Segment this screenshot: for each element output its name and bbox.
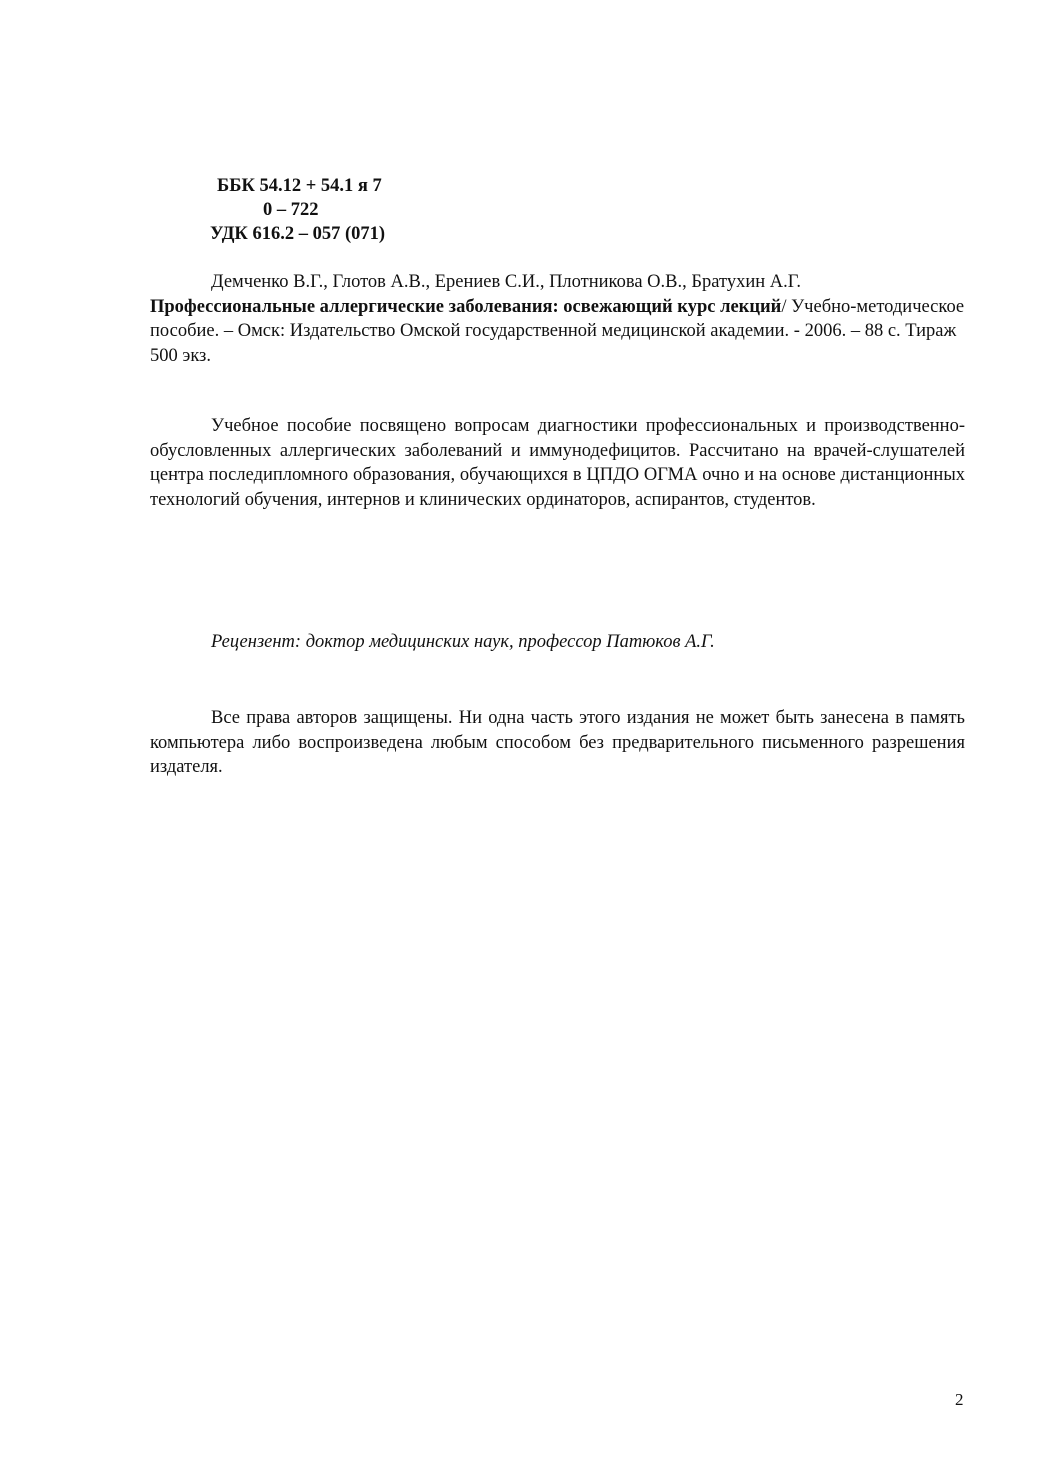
publication-details: / Учебно-методическое пособие. – Омск: Издательство Омской государственной медицинской академии. - 2006. – 88 с. Тираж 500 экз. — [150, 296, 965, 366]
author-mark: 0 – 722 — [263, 200, 319, 220]
reviewer-line: Рецензент: доктор медицинских наук, профессор Патюков А.Г. — [211, 632, 715, 652]
annotation-paragraph: Учебное пособие посвящено вопросам диагностики профессиональных и производственно-обусловленных аллергических заболеваний и иммунодефицитов. Рассчитано на врачей-слушателей центра последипломного образования, обучающихся в ЦПДО ОГМА очно и на основе дистанционных технологий обучения, интернов и клинических ординаторов, аспирантов, студентов. — [150, 416, 965, 510]
copyright-notice: Все права авторов защищены. Ни одна часть этого издания не может быть занесена в память компьютера либо воспроизведена любым способом без предварительного письменного разрешения издателя. — [150, 708, 965, 777]
page-number: 2 — [955, 1390, 964, 1409]
authors-line: Демченко В.Г., Глотов А.В., Ерениев С.И., Плотникова О.В., Братухин А.Г. — [211, 272, 801, 292]
udk-code: УДК 616.2 – 057 (071) — [210, 224, 386, 244]
bibliographic-record — [150, 270, 965, 368]
bbk-code: ББК 54.12 + 54.1 я 7 — [217, 176, 382, 196]
book-title: Профессиональные аллергические заболевания: освежающий курс лекций — [150, 296, 782, 317]
classification-codes — [210, 174, 386, 246]
